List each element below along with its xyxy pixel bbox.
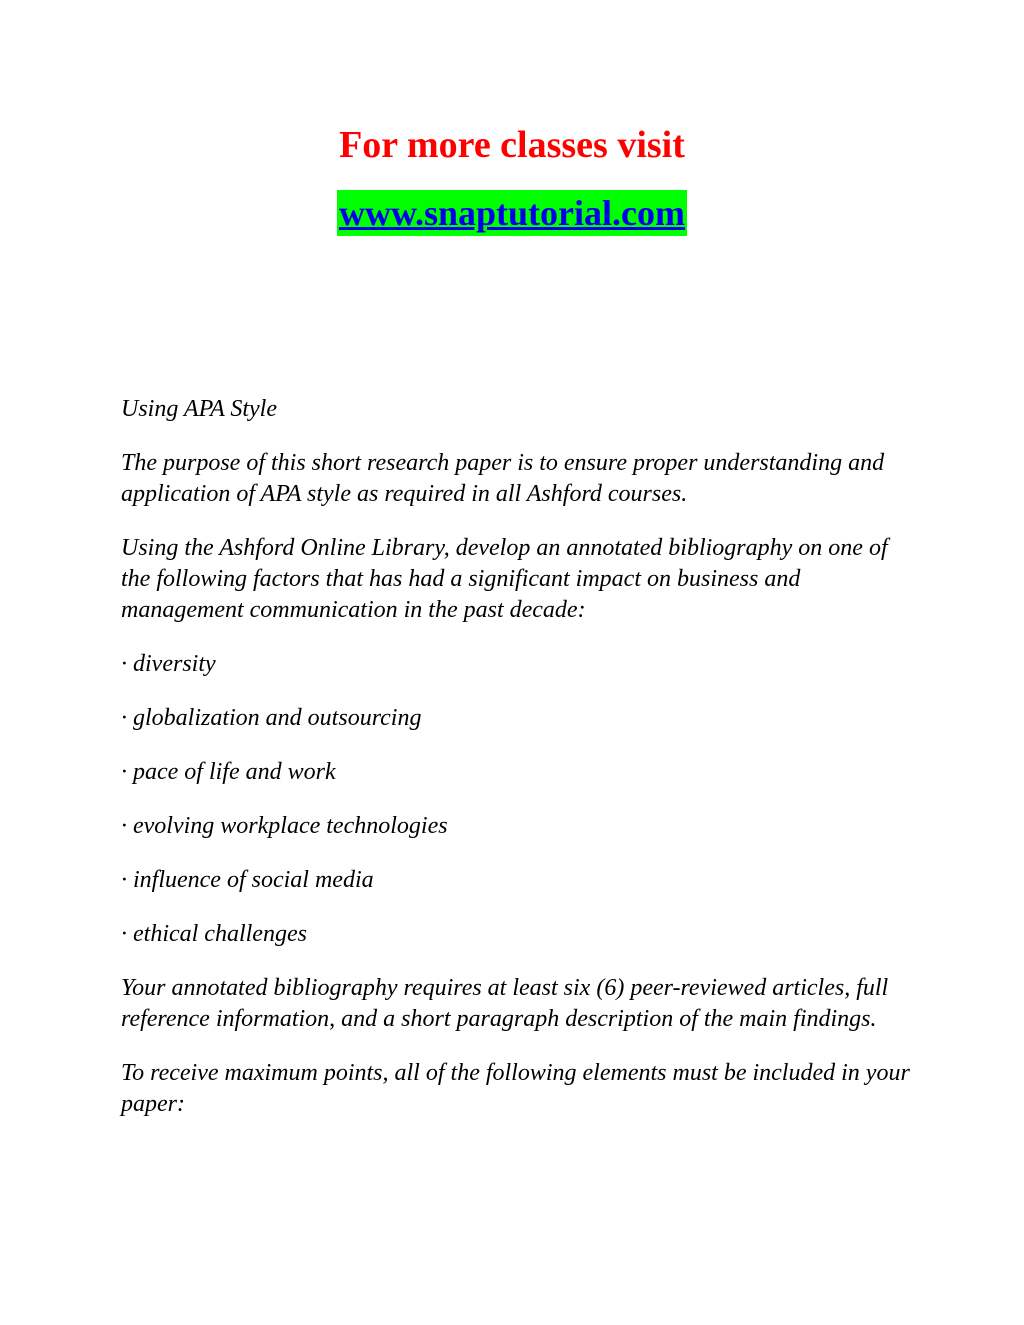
instruction-paragraph: Using the Ashford Online Library, develop an annotated bibliography on one of the following factors that has had a significant impact on business and management communication in the past decade: (121, 535, 888, 623)
list-item: · evolving workplace technologies (121, 813, 448, 839)
list-item: · pace of life and work (121, 759, 336, 785)
website-link-container (0, 190, 1024, 236)
website-link[interactable]: www.snaptutorial.com (337, 190, 687, 236)
requirements-paragraph: Your annotated bibliography requires at least six (6) peer-reviewed articles, full reference information, and a short paragraph description of the main findings. (121, 975, 889, 1032)
purpose-paragraph: The purpose of this short research paper is to ensure proper understanding and application of APA style as required in all Ashford courses. (121, 450, 885, 507)
page-title: For more classes visit (339, 124, 685, 166)
section-heading: Using APA Style (121, 396, 277, 422)
list-item: · diversity (121, 651, 216, 677)
list-item: · globalization and outsourcing (121, 705, 422, 731)
list-item: · ethical challenges (121, 921, 307, 947)
list-item: · influence of social media (121, 867, 374, 893)
document-body (121, 394, 921, 1143)
closing-paragraph: To receive maximum points, all of the following elements must be included in your paper: (121, 1060, 910, 1117)
